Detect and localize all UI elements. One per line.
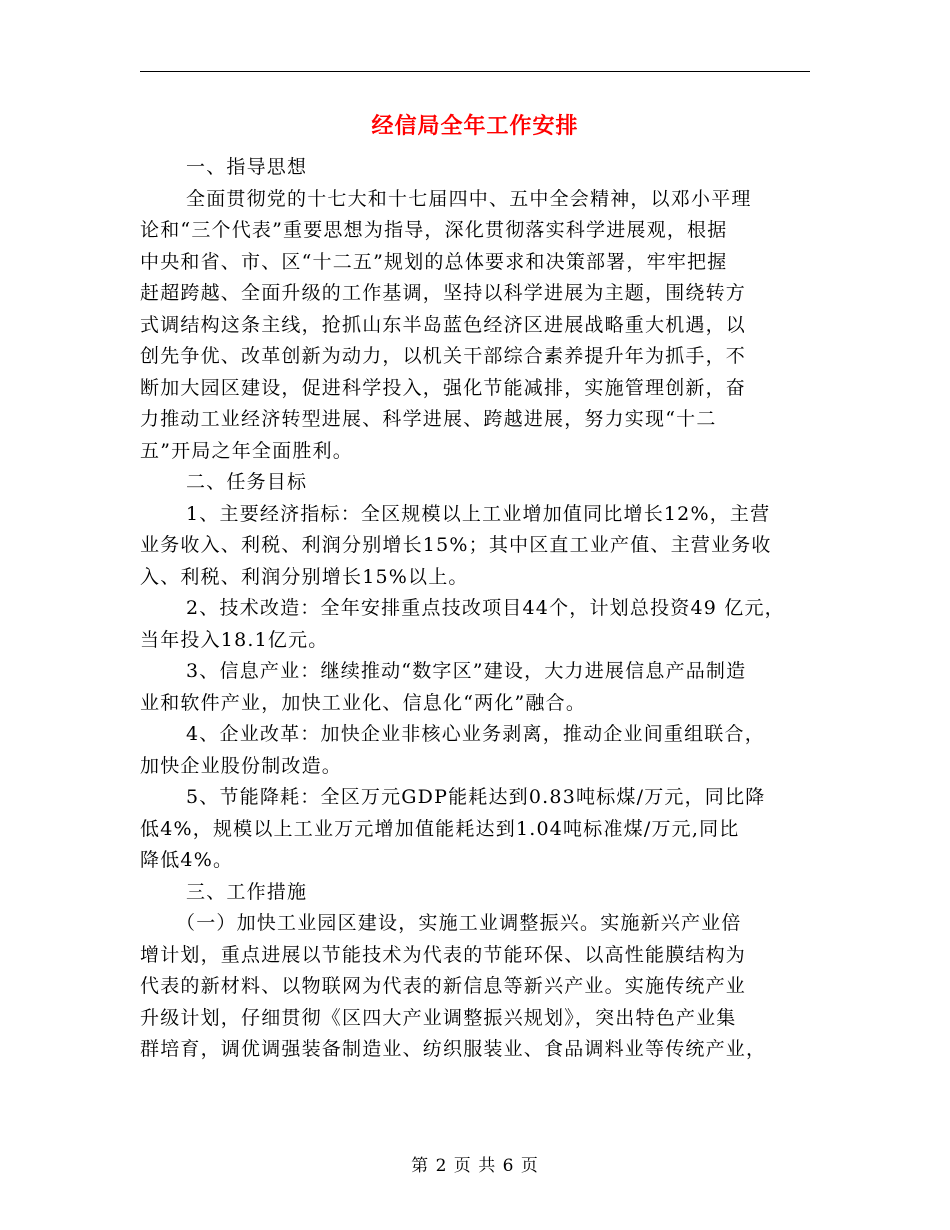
measure-item-industrial-parks: （一）加快工业园区建设，实施工业调整振兴。实施新兴产业倍 [176,912,742,934]
paragraph-line: 赶超跨越、全面升级的工作基调，坚持以科学进展为主题，围绕转方 [140,282,747,304]
paragraph-line: 当年投入18.1亿元。 [140,628,329,651]
section-heading-work-measures: 三、工作措施 [186,880,308,903]
paragraph-line: 群培育，调优调强装备制造业、纺织服装业、食品调料业等传统产业， [140,1038,767,1060]
paragraph-line: 中央和省、市、区“十二五”规划的总体要求和决策部署，牢牢把握 [140,250,728,273]
document-body [140,152,810,1066]
section-heading-task-goals: 二、任务目标 [186,471,308,493]
paragraph-line: 力推动工业经济转型进展、科学进展、跨越进展，努力实现“十二 [140,408,717,430]
paragraph-line: 升级计划，仔细贯彻《区四大产业调整振兴规划》，突出特色产业集 [140,1006,737,1029]
section-heading-guiding-ideology: 一、指导思想 [186,156,308,178]
paragraph-line: 代表的新材料、以物联网为代表的新信息等新兴产业。实施传统产业 [140,975,747,997]
paragraph-line: 降低4%。 [140,849,234,871]
paragraph-line: 式调结构这条主线，抢抓山东半岛蓝色经济区进展战略重大机遇，以 [140,313,747,336]
goal-item-energy-saving: 5、节能降耗：全区万元GDP能耗达到0.83吨标煤/万元，同比降 [186,786,766,808]
paragraph-line: 业务收入、利税、利润分别增长15%；其中区直工业产值、主营业务收 [140,534,772,556]
header-rule [140,71,810,72]
paragraph-line: 入、利税、利润分别增长15%以上。 [140,565,469,588]
paragraph-line: 论和“三个代表”重要思想为指导，深化贯彻落实科学进展观，根据 [140,219,728,241]
goal-item-economic-indicators: 1、主要经济指标：全区规模以上工业增加值同比增长12%，主营 [186,502,771,525]
paragraph-line: 加快企业股份制改造。 [140,754,343,777]
goal-item-information-industry: 3、信息产业：继续推动“数字区”建设，大力进展信息产品制造 [186,660,747,682]
paragraph-line: 创先争优、改革创新为动力，以机关干部综合素养提升年为抓手，不 [140,345,747,367]
paragraph-line: 业和软件产业，加快工业化、信息化“两化”融合。 [140,691,587,714]
paragraph-line: 断加大园区建设，促进科学投入，强化节能减排，实施管理创新，奋 [140,376,747,399]
paragraph-line: 全面贯彻党的十七大和十七届四中、五中全会精神，以邓小平理 [186,187,752,210]
page-number-footer: 第 2 页 共 6 页 [411,1156,539,1176]
goal-item-enterprise-reform: 4、企业改革：加快企业非核心业务剥离，推动企业间重组联合， [186,723,765,745]
paragraph-line: 五”开局之年全面胜利。 [140,439,353,462]
document-title: 经信局全年工作安排 [371,113,579,139]
paragraph-line: 增计划，重点进展以节能技术为代表的节能环保、以高性能膜结构为 [140,943,747,966]
paragraph-line: 低4%，规模以上工业万元增加值能耗达到1.04吨标准煤/万元,同比 [140,817,740,840]
goal-item-technical-reform: 2、技术改造：全年安排重点技改项目44个，计划总投资49 亿元， [186,597,785,619]
